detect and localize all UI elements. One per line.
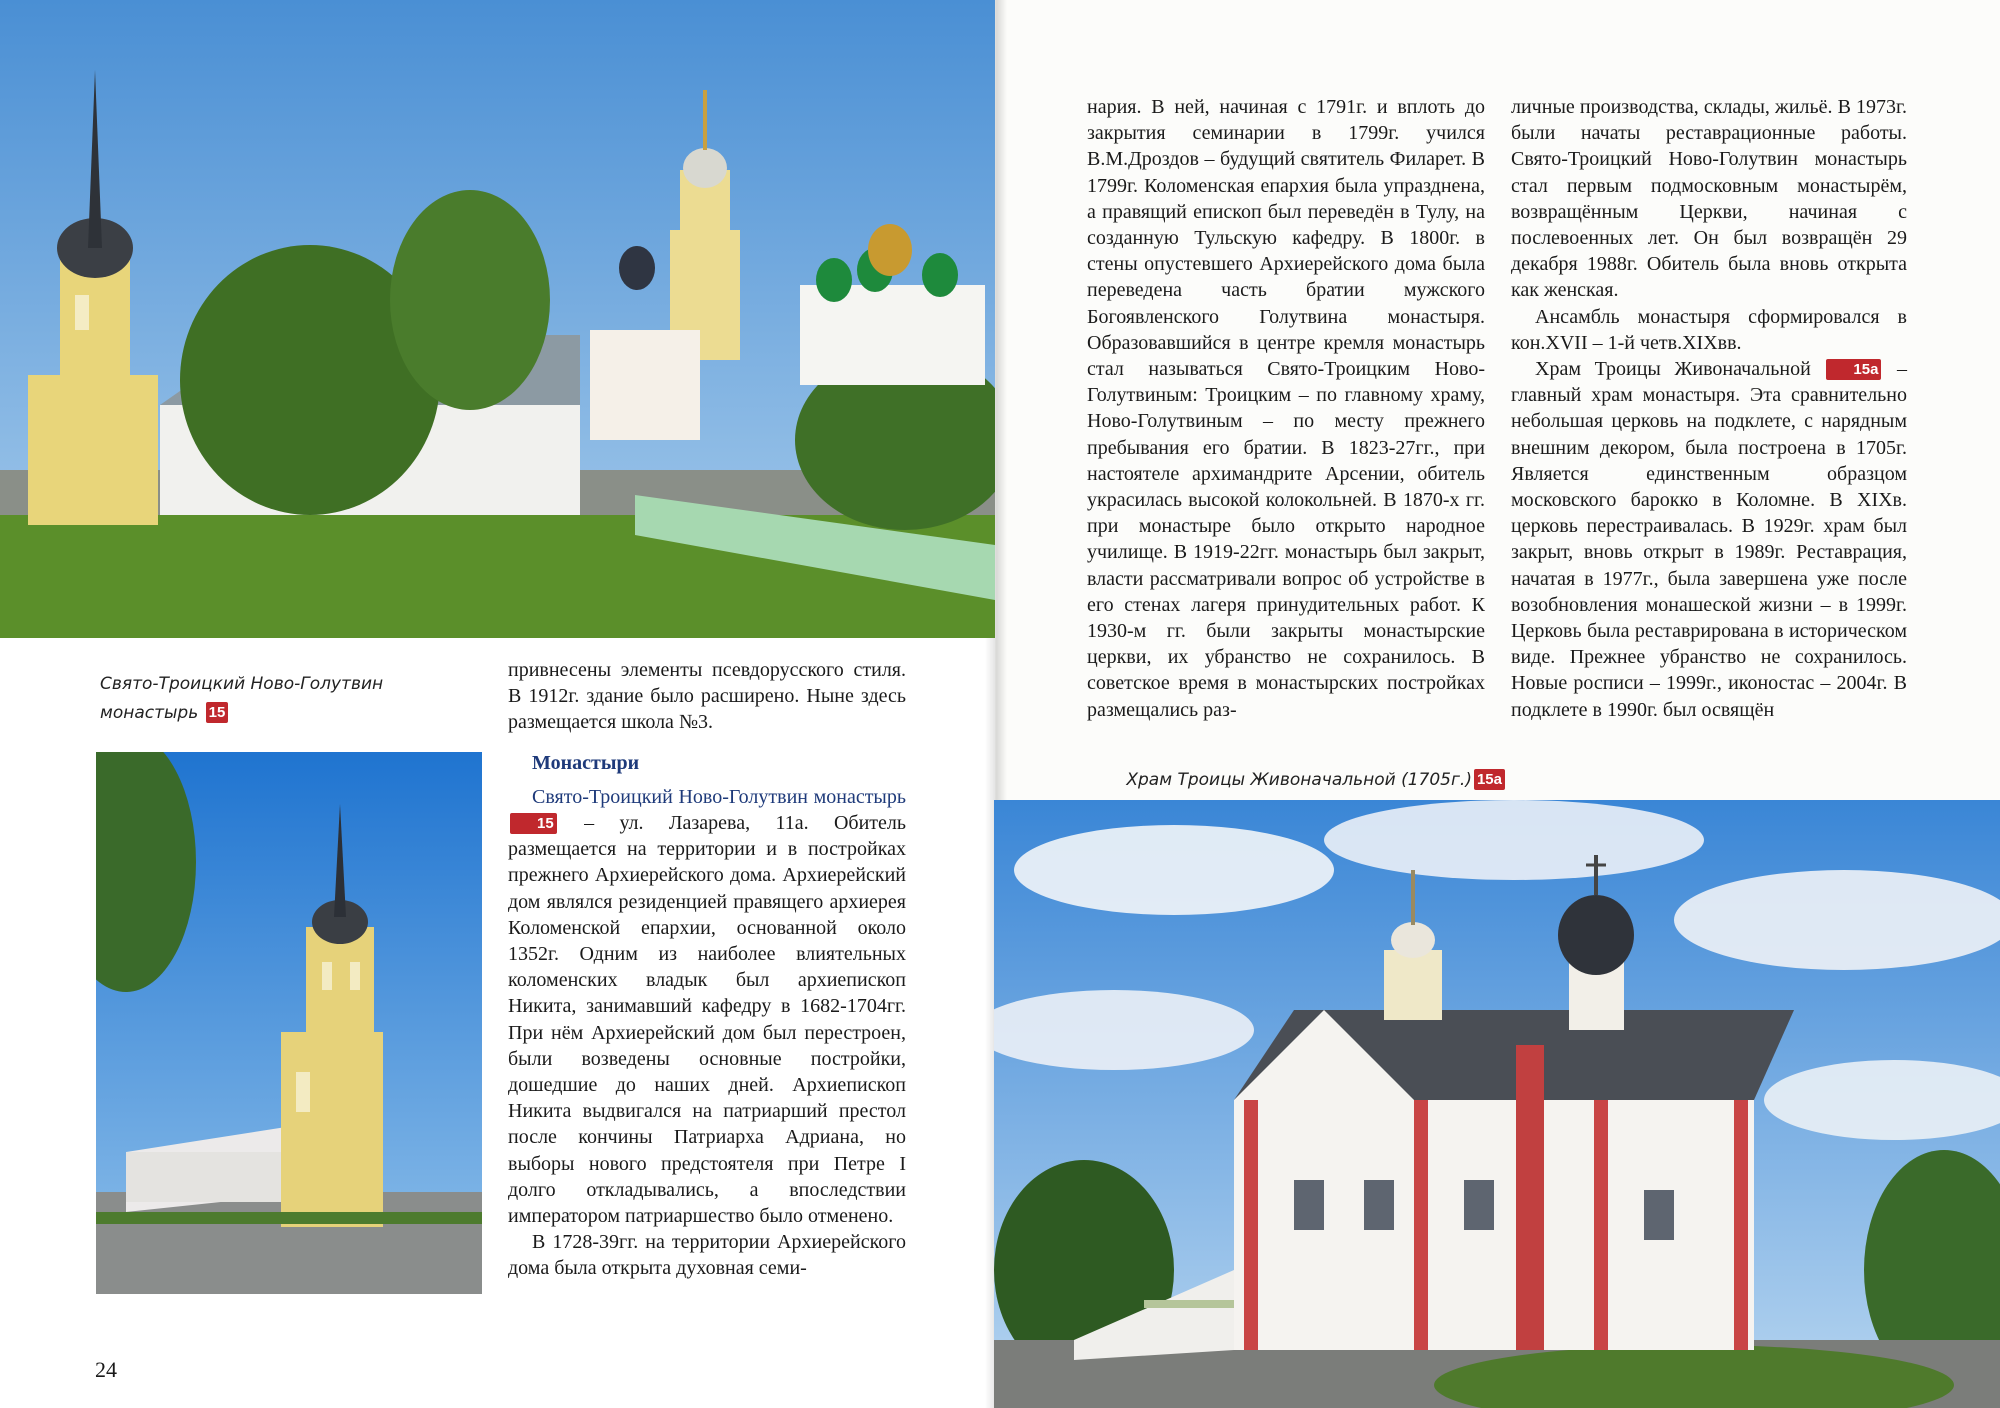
photo-monastery-panorama: [0, 0, 995, 638]
right-b-paragraph-3: [1511, 356, 1907, 723]
right-b-paragraph-1: личные производства, склады, жильё. В 1973г. были начаты реставрационные работы. Свято-Троицкий Ново-Голутвин монастырь стал первым подмосковным монастырём, возвращённым Церкви, начиная с послевоенных лет. Он был возвращён 29 декабря 1988г. Обитель была вновь открыта как женская.: [1511, 96, 1907, 302]
caption-monastery: [100, 670, 400, 728]
middle-intro: привнесены элементы псевдорусского стиля. В 1912г. здание было расширено. Ныне здесь размещается школа №3.: [508, 659, 906, 734]
caption-monastery-line2: [100, 699, 400, 728]
photo-trinity-church: [994, 800, 2000, 1408]
section-heading-monasteries: Монастыри: [532, 751, 640, 774]
photo-tower: [96, 752, 482, 1294]
text-column-right-b: [1511, 94, 1907, 723]
text-column-middle: [508, 657, 906, 1282]
monastery-name-link: Свято-Троицкий Ново-Голутвин монастырь: [532, 785, 906, 808]
church-name: Храм Троицы Живоначальной: [1535, 358, 1811, 381]
caption-monastery-line1: Свято-Троицкий Ново-Голутвин: [100, 674, 384, 694]
middle-paragraph-2: В 1728-39гг. на территории Архиерейского дома была открыта духовная семи-: [508, 1231, 906, 1280]
page-number: 24: [95, 1357, 117, 1382]
caption-monastery-label: монастырь: [100, 703, 199, 723]
right-a-paragraph: нария. В ней, начиная с 1791г. и вплоть до закрытия семинарии в 1799г. учился В.М.Дроздов – будущий святитель Филарет. В 1799г. Коломенская епархия была упразднена, а правящий епископ был переведён в Тулу, на созданную Тульскую кафедру. В 1800г. в стены опустевшего Архиерейского дома была переведена часть братии мужского Богоявленского Голутвина монастыря. Образовавшийся в центре кремля монастырь стал называться Свято-Троицким Ново-Голутвиным: Троицким – по главному храму, Ново-Голутвиным – по месту прежнего пребывания его братии. В 1823-27гг., при настоятеле архимандрите Арсении, обитель украсилась высокой колокольней. В 1870-х гг. при монастыре было открыто народное училище. В 1919-22гг. монастырь был закрыт, власти рассматривали вопрос об устройстве в его стенах лагеря принудительных работ. К 1930-м гг. были закрыты монастырские церкви, их убранство не сохранилось. В советское время в монастырских постройках размещались раз-: [1087, 96, 1485, 721]
right-b-paragraph-3-text: – главный храм монастыря. Эта сравнительно небольшая церковь на подклете, с нарядным внешним декором, была построена в 1705г. Является единственным образцом московского барокко в Коломне. В XIXв. церковь перестраивалась. В 1929г. храм был закрыт, вновь открыт в 1989г. Реставрация, начатая в 1977г., была завершена уже после возобновления монашеской жизни – в 1999г. Церковь была реставрирована в историческом виде. Прежнее убранство не сохранилось. Новые росписи – 1999г., иконостас – 2004г. В подклете в 1990г. был освящён: [1511, 358, 1908, 721]
caption-trinity-text: Храм Троицы Живоначальной (1705г.): [1126, 770, 1472, 790]
map-badge-15: 15: [206, 702, 229, 723]
monastery-panorama-image: [0, 0, 995, 638]
tower-image: [96, 752, 482, 1294]
map-badge-15a-inline: 15a: [1826, 359, 1881, 380]
text-column-right-a: [1087, 94, 1485, 723]
middle-paragraph-1: [508, 784, 906, 1229]
right-b-paragraph-2: Ансамбль монастыря сформировался в кон.XVII – 1-й четв.XIXвв.: [1511, 305, 1907, 354]
caption-trinity-church: [1097, 766, 1507, 795]
map-badge-15a: 15a: [1474, 769, 1505, 790]
map-badge-15-inline: 15: [510, 813, 557, 834]
trinity-church-image: [994, 800, 2000, 1408]
middle-paragraph-1-text: – ул. Лазарева, 11а. Обитель размещается на территории и в постройках прежнего Архиерейского дома. Архиерейский дом являлся резиденцией правящего архиерея Коломенской епархии, основанной около 1352г. Одним из наиболее влиятельных коломенских владык был архиепископ Никита, занимавший кафедру в 1682-1704гг. При нём Архиерейский дом был перестроен, были возведены основные постройки, дошедшие до наших дней. Архиепископ Никита выдвигался на патриарший престол после кончины Патриарха Адриана, но выборы нового предстоятеля при Петре I долго откладывались, а впоследствии императором патриаршество было отменено.: [508, 812, 906, 1228]
